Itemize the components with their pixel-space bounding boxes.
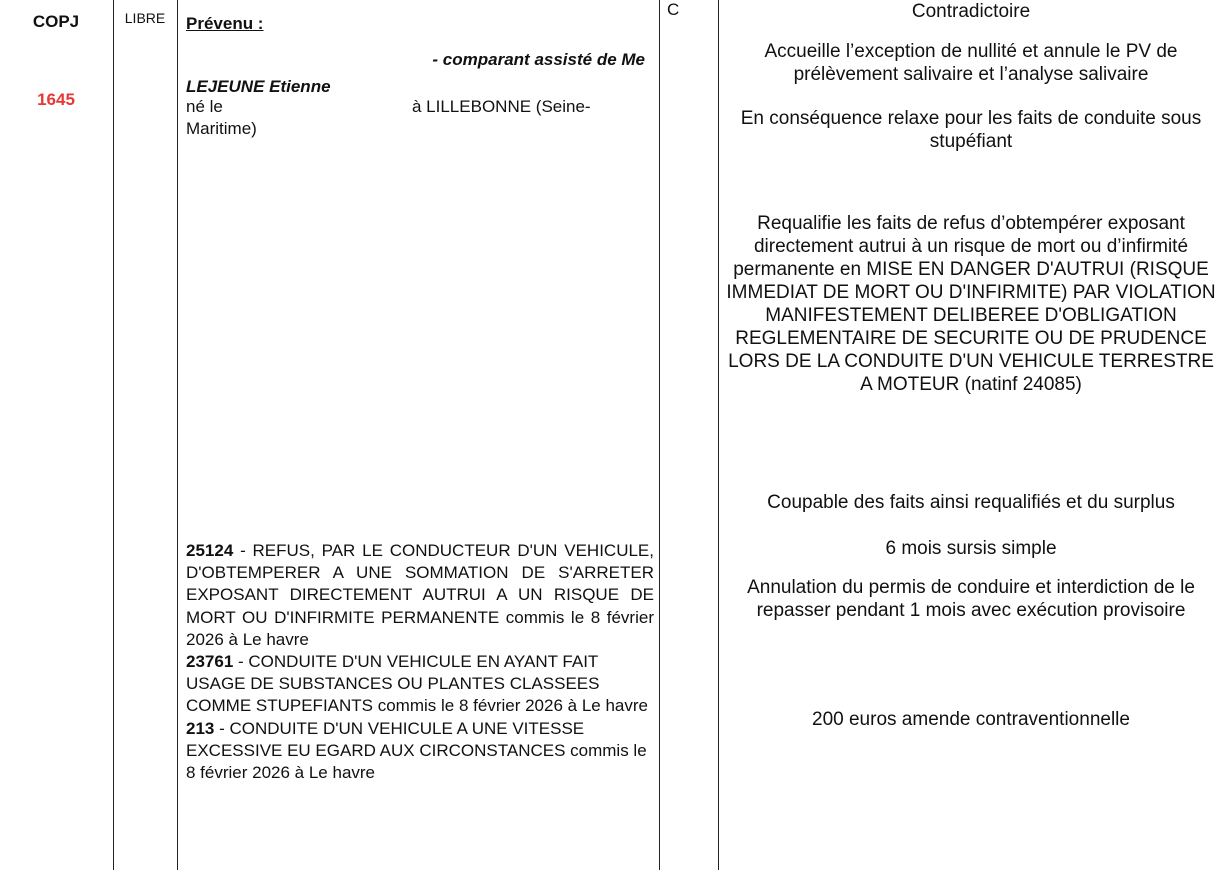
birth-place-continued: Maritime) xyxy=(186,119,257,138)
offense-text: - REFUS, PAR LE CONDUCTEUR D'UN VEHICULE, D'OBTEMPERER A UNE SOMMATION DE S'ARRETER EXPOSANT DIRECTEMENT AUTRUI A UN RISQUE DE MORT OU D'INFIRMITE PERMANENTE commis le 8 février 2026 à Le havre xyxy=(186,541,654,649)
column-divider-1 xyxy=(113,0,114,870)
offense-item xyxy=(186,651,654,718)
contradictoire-flag: C xyxy=(667,0,680,19)
offense-text: - CONDUITE D'UN VEHICULE EN AYANT FAIT USAGE DE SUBSTANCES OU PLANTES CLASSEES COMME STUPEFIANTS commis le 8 février 2026 à Le havre xyxy=(186,652,648,716)
offense-list xyxy=(186,540,654,784)
case-number: 1645 xyxy=(37,90,75,109)
defendant-name: LEJEUNE Etienne xyxy=(186,77,331,96)
decision-requalification: Requalifie les faits de refus d’obtempérer exposant directement autrui à un risque de mort ou d’infirmité permanente en MISE EN DANGER D'AUTRUI (RISQUE IMMEDIAT DE MORT OU D'INFIRMITE) PAR VIOLATION MANIFESTEMENT DELIBEREE D'OBLIGATION REGLEMENTAIRE DE SECURITE OU DE PRUDENCE LORS DE LA CONDUITE D'UN VEHICULE TERRESTRE A MOTEUR (natinf 24085) xyxy=(726,213,1216,395)
assistance-note: - comparant assisté de Me xyxy=(432,50,645,69)
birth-place: à LILLEBONNE (Seine- xyxy=(412,97,591,116)
defendant-header: Prévenu : xyxy=(186,14,264,33)
offense-item xyxy=(186,540,654,651)
decision-relaxe: En conséquence relaxe pour les faits de conduite sous stupéfiant xyxy=(740,108,1202,152)
column-divider-3 xyxy=(659,0,660,870)
offense-text: - CONDUITE D'UN VEHICULE A UNE VITESSE EXCESSIVE EU EGARD AUX CIRCONSTANCES commis le 8 février 2026 à Le havre xyxy=(186,718,647,783)
column-divider-2 xyxy=(177,0,178,870)
decision-type: Contradictoire xyxy=(911,1,1031,22)
decision-nullity: Accueille l’exception de nullité et annule le PV de prélèvement salivaire et l’analyse salivaire xyxy=(764,41,1178,85)
decision-sentence: 6 mois sursis simple xyxy=(885,538,1057,559)
decision-guilty: Coupable des faits ainsi requalifiés et du surplus xyxy=(767,492,1175,513)
decision-fine: 200 euros amende contraventionnelle xyxy=(812,709,1130,730)
offense-code: 23761 xyxy=(186,652,234,672)
decision-license: Annulation du permis de conduire et interdiction de le repasser pendant 1 mois avec exécution provisoire xyxy=(747,577,1195,621)
birth-label: né le xyxy=(186,97,223,116)
offense-code: 213 xyxy=(186,718,215,738)
procedure-type: COPJ xyxy=(32,12,80,31)
offense-item xyxy=(186,718,654,785)
custody-status: LIBRE xyxy=(124,10,166,26)
column-divider-4 xyxy=(718,0,719,870)
offense-code: 25124 xyxy=(186,541,234,560)
